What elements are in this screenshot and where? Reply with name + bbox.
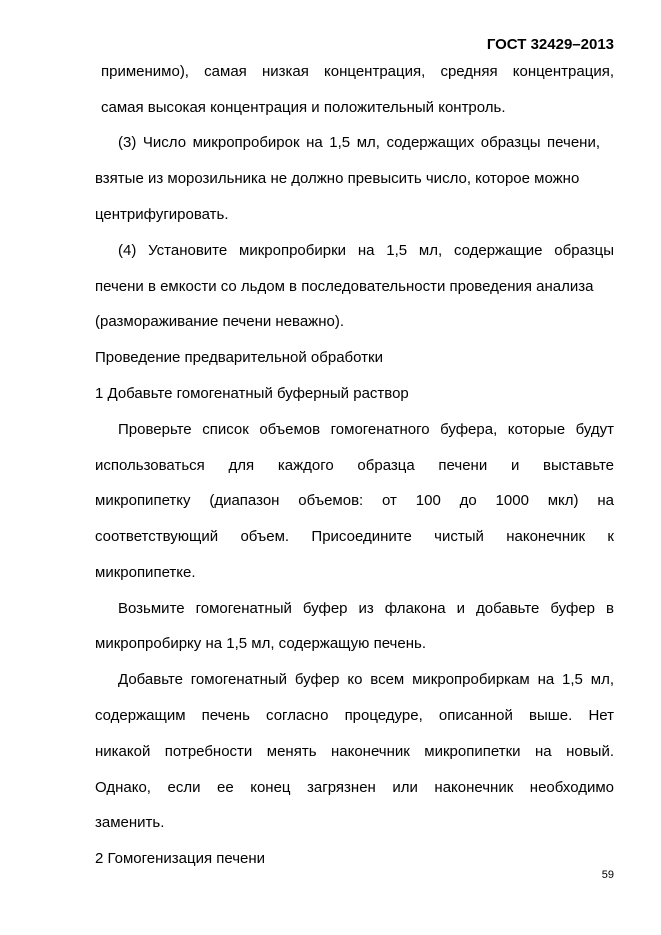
text-line: содержащим печень согласно процедуре, описанной выше. Нет [95,707,614,724]
section-heading: 2 Гомогенизация печени [95,850,266,867]
text-line: соответствующий объем. Присоедините чистый наконечник к [95,528,614,545]
text-line: применимо), самая низкая концентрация, средняя концентрация, [101,63,614,80]
text-line: взятые из морозильника не должно превысить число, которое можно [95,170,580,187]
text-line: Добавьте гомогенатный буфер ко всем микропробиркам на 1,5 мл, [118,671,614,688]
text-line: самая высокая концентрация и положительный контроль. [101,99,506,116]
text-line: микропробирку на 1,5 мл, содержащую печень. [95,635,426,652]
page-number: 59 [601,869,614,881]
text-line: Проверьте список объемов гомогенатного буфера, которые будут [118,421,614,438]
text-line: Однако, если ее конец загрязнен или наконечник необходимо [95,779,614,796]
text-line: никакой потребности менять наконечник микропипетки на новый. [95,743,614,760]
text-line: микропипетку (диапазон объемов: от 100 до 1000 мкл) на [95,492,614,509]
text-line: микропипетке. [95,564,196,581]
text-line: (4) Установите микропробирки на 1,5 мл, содержащие образцы [118,242,614,259]
text-line: печени в емкости со льдом в последовательности проведения анализа [95,278,594,295]
text-line: центрифугировать. [95,206,229,223]
text-line: Возьмите гомогенатный буфер из флакона и добавьте буфер в [118,600,614,617]
section-heading: Проведение предварительной обработки [95,349,383,366]
text-line: использоваться для каждого образца печени и выставьте [95,457,614,474]
section-heading: 1 Добавьте гомогенатный буферный раствор [95,385,409,402]
text-line: (размораживание печени неважно). [95,313,345,330]
text-line: заменить. [95,814,165,831]
standard-header: ГОСТ 32429–2013 [486,36,614,53]
text-line: (3) Число микропробирок на 1,5 мл, содержащих образцы печени, [118,134,600,151]
